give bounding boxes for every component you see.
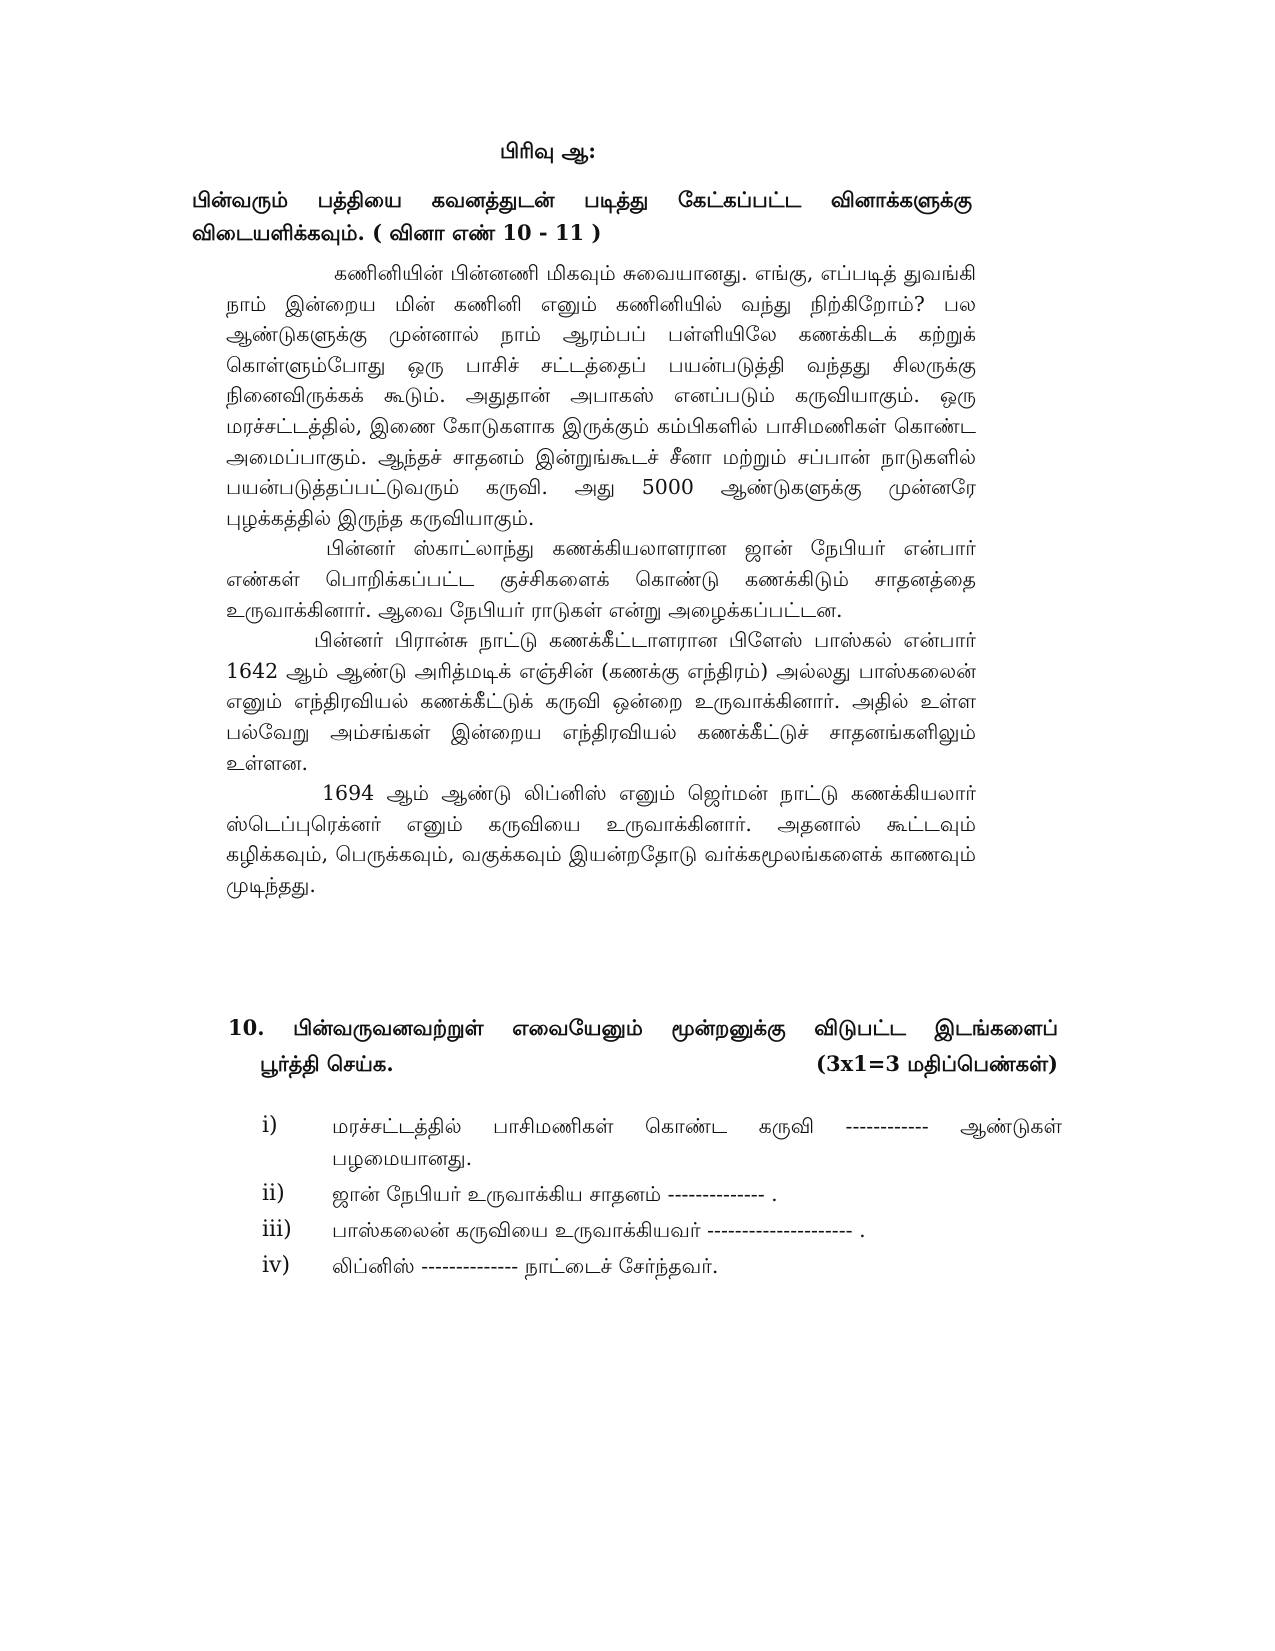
question-10-line-2 [228,1046,1058,1082]
list-item [262,1178,1062,1210]
instruction-text [192,183,972,249]
question-10-instruction: பூர்த்தி செய்க. [260,1051,394,1076]
passage-paragraph-4: 1694 ஆம் ஆண்டு லிப்னிஸ் எனும் ஜெர்மன் நாட்டு கணக்கியலார் ஸ்டெப்புரெக்னர் எனும் கருவியை உருவாக்கினார். அதனால் கூட்டவும் கழிக்கவும், பெருக்கவும், வகுக்கவும் இயன்றதோடு வர்க்கமூலங்களைக் காணவும் முடிந்தது. [226,781,976,897]
list-item [262,1250,1062,1282]
item-text: பாஸ்கலைன் கருவியை உருவாக்கியவர் --------------------- . [332,1218,866,1242]
item-text: ஜான் நேபியர் உருவாக்கிய சாதனம் -------------- . [332,1182,778,1206]
item-text-line-2: பழமையானது. [332,1146,473,1170]
fill-in-blanks-list [262,1110,1062,1286]
item-text-line-1: மரச்சட்டத்தில் பாசிமணிகள் கொண்ட கருவி ------------ ஆண்டுகள் [332,1114,1062,1138]
question-10 [228,1010,1058,1082]
question-10-line-1: 10. பின்வருவனவற்றுள் எவையேனும் மூன்றனுக்கு விடுபட்ட இடங்களைப் [228,1015,1058,1040]
instruction-line-2: விடையளிக்கவும். ( வினா எண் 10 - 11 ) [192,220,602,245]
question-10-marks: (3x1=3 மதிப்பெண்கள்) [816,1051,1058,1076]
item-number: iii) [262,1217,292,1242]
item-number: i) [262,1113,278,1138]
item-text: லிப்னிஸ் -------------- நாட்டைச் சேர்ந்தவர். [332,1254,719,1278]
item-number: ii) [262,1181,285,1206]
reading-passage [226,258,976,900]
passage-paragraph-1: கணினியின் பின்னணி மிகவும் சுவையானது. எங்கு, எப்படித் துவங்கி நாம் இன்றைய மின் கணினி எனும் கணினியில் வந்து நிற்கிறோம்? பல ஆண்டுகளுக்கு முன்னால் நாம் ஆரம்பப் பள்ளியிலே கணக்கிடக் கற்றுக் கொள்ளும்போது ஒரு பாசிச் சட்டத்தைப் பயன்படுத்தி வந்தது சிலருக்கு நினைவிருக்கக் கூடும். அதுதான் அபாகஸ் எனப்படும் கருவியாகும். ஒரு மரச்சட்டத்தில், இணை கோடுகளாக இருக்கும் கம்பிகளில் பாசிமணிகள் கொண்ட அமைப்பாகும். ஆந்தச் சாதனம் இன்றுங்கூடச் சீனா மற்றும் சப்பான் நாடுகளில் பயன்படுத்தப்பட்டுவரும் கருவி. அது 5000 ஆண்டுகளுக்கு முன்னரே புழக்கத்தில் இருந்த கருவியாகும். [226,261,976,530]
passage-paragraph-2: பின்னர் ஸ்காட்லாந்து கணக்கியலாளரான ஜான் நேபியர் என்பார் எண்கள் பொறிக்கப்பட்ட குச்சிகளைக் கொண்டு கணக்கிடும் சாதனத்தை உருவாக்கினார். ஆவை நேபியர் ராடுகள் என்று அழைக்கப்பட்டன. [226,536,976,622]
list-item [262,1110,1062,1174]
section-title: பிரிவு ஆ: [500,138,596,163]
item-number: iv) [262,1253,291,1278]
passage-paragraph-3: பின்னர் பிரான்சு நாட்டு கணக்கீட்டாளரான பிளேஸ் பாஸ்கல் என்பார் 1642 ஆம் ஆண்டு அரித்மடிக் எஞ்சின் (கணக்கு எந்திரம்) அல்லது பாஸ்கலைன் எனும் எந்திரவியல் கணக்கீட்டுக் கருவி ஒன்றை உருவாக்கினார். அதில் உள்ள பல்வேறு அம்சங்கள் இன்றைய எந்திரவியல் கணக்கீட்டுச் சாதனங்களிலும் உள்ளன. [226,628,976,775]
list-item [262,1214,1062,1246]
item-text [332,1110,1062,1174]
instruction-line-1: பின்வரும் பத்தியை கவனத்துடன் படித்து கேட்கப்பட்ட வினாக்களுக்கு [192,187,972,212]
